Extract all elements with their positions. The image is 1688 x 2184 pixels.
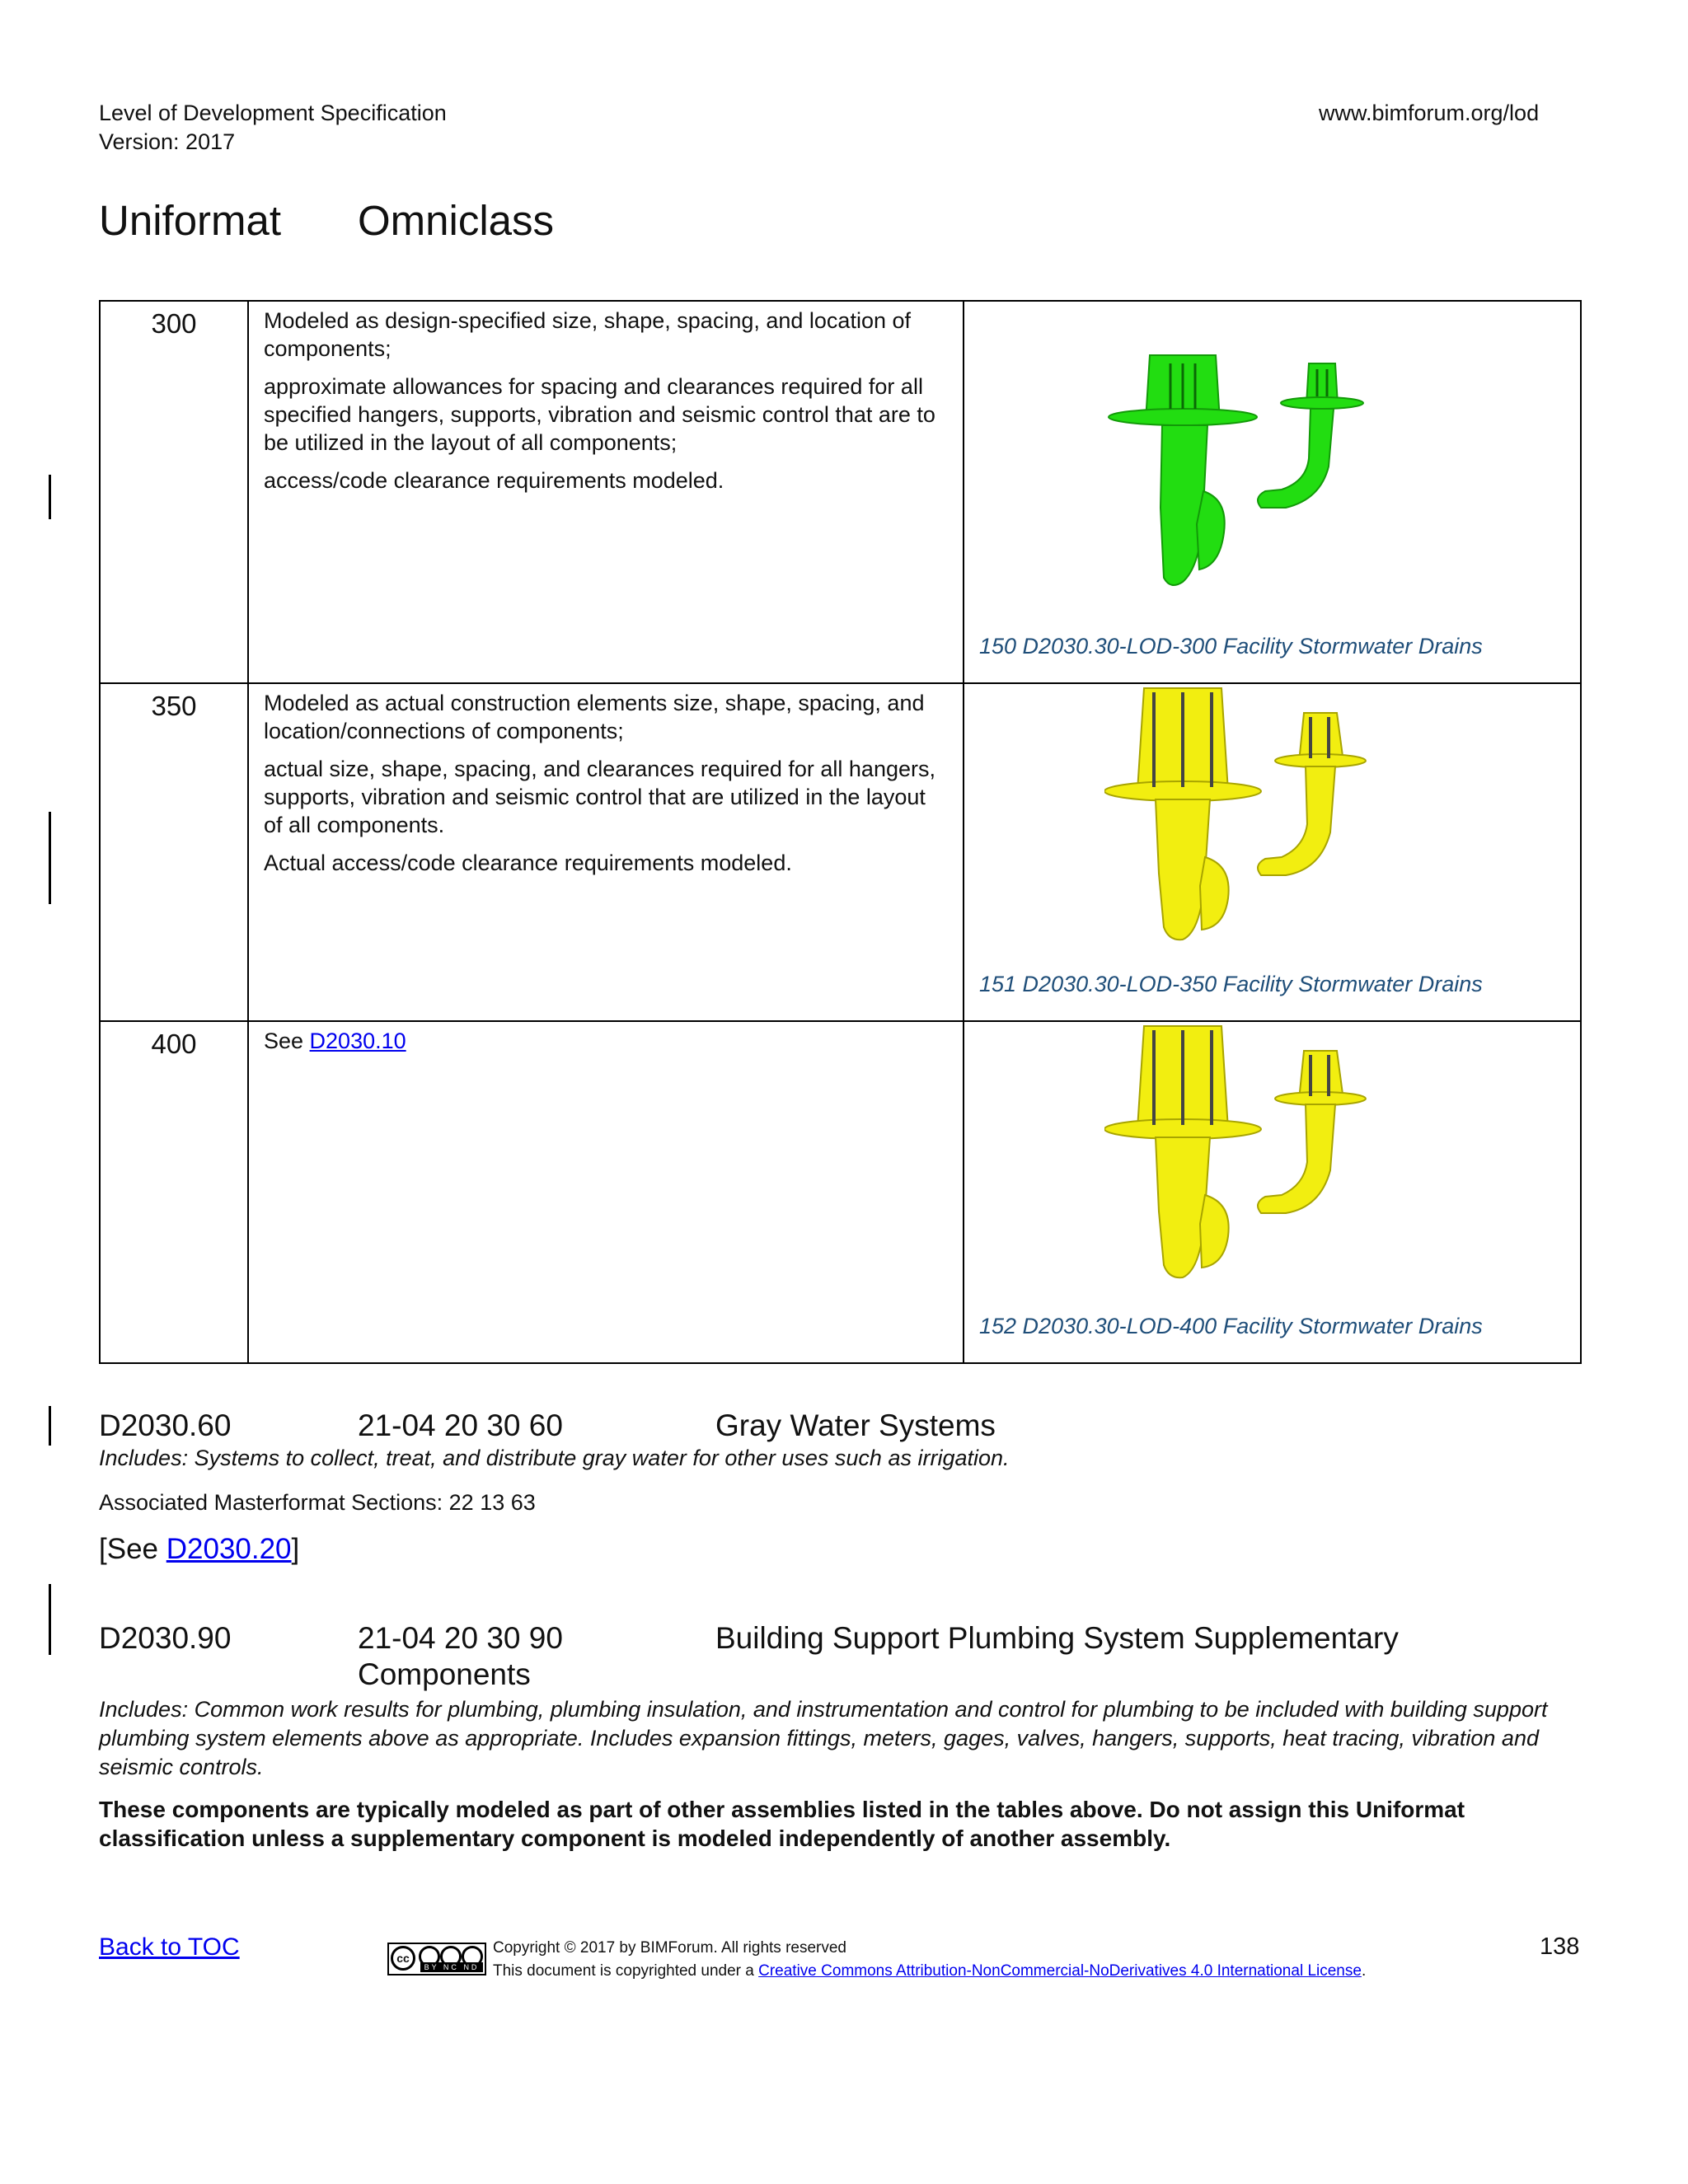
- spec-title: Level of Development Specification: [99, 101, 447, 125]
- change-bar: [49, 475, 51, 519]
- nc-label: NC: [443, 1963, 459, 1971]
- modeling-note: These components are typically modeled as part of other assemblies listed in the tables above. Do not assign this Uniformat classification unless a supplementary component is modeled independently of another assembly.: [99, 1797, 1465, 1851]
- see-suffix: ]: [291, 1533, 300, 1565]
- lod-figure-cell: [964, 683, 1581, 1021]
- uniformat-heading: Uniformat: [99, 197, 282, 244]
- change-bar: [49, 1584, 51, 1655]
- by-label: BY: [424, 1963, 439, 1971]
- license-badge-labels: [420, 1962, 483, 1972]
- description-paragraph: Actual access/code clearance requirements modeled.: [264, 851, 792, 875]
- see-prefix: See: [264, 1029, 310, 1053]
- description-paragraph: Modeled as design-specified size, shape, spacing, and location of components;: [264, 308, 911, 361]
- description-paragraph: Modeled as actual construction elements size, shape, spacing, and location/connections of components;: [264, 691, 925, 743]
- license-prefix: This document is copyrighted under a: [493, 1962, 759, 1980]
- section-title: Gray Water Systems: [715, 1408, 996, 1442]
- masterformat-sections: Associated Masterformat Sections: 22 13 63: [99, 1490, 536, 1515]
- see-link[interactable]: D2030.20: [166, 1533, 292, 1565]
- section-code: D2030.90: [99, 1621, 232, 1655]
- back-to-toc-link[interactable]: Back to TOC: [99, 1933, 240, 1961]
- figure-caption: 151 D2030.30-LOD-350 Facility Stormwater Drains: [979, 972, 1483, 996]
- description-paragraph: access/code clearance requirements modeled.: [264, 468, 724, 493]
- lod-description: [248, 301, 964, 683]
- cc-icon: cc: [391, 1946, 415, 1971]
- lod-description: [248, 1021, 964, 1363]
- version-label: Version: 2017: [99, 129, 236, 154]
- stormwater-drain-image: [1104, 1022, 1434, 1286]
- lod-figure-cell: [964, 301, 1581, 683]
- description-paragraph: approximate allowances for spacing and clearances required for all specified hangers, supports, vibration and seismic control that are to be utilized in the layout of all components;: [264, 374, 935, 455]
- page-number: 138: [1540, 1933, 1580, 1960]
- lod-table: [99, 300, 1582, 1364]
- change-bar: [49, 1406, 51, 1446]
- description-paragraph: actual size, shape, spacing, and clearances required for all hangers, supports, vibration and seismic control that are utilized in the layout of all components.: [264, 757, 935, 837]
- stormwater-drain-image: [1104, 684, 1434, 948]
- section-title-continued: Components: [358, 1657, 531, 1691]
- license-link[interactable]: Creative Commons Attribution-NonCommercial-NoDerivatives 4.0 International License: [758, 1962, 1362, 1980]
- copyright-text: Copyright © 2017 by BIMForum. All rights reserved: [493, 1939, 847, 1957]
- see-link[interactable]: D2030.10: [309, 1029, 406, 1053]
- section-code: D2030.60: [99, 1408, 232, 1442]
- section-omniclass: 21-04 20 30 60: [358, 1408, 563, 1442]
- figure-caption: 152 D2030.30-LOD-400 Facility Stormwater Drains: [979, 1314, 1483, 1338]
- lod-level: 300: [100, 301, 248, 683]
- nd-label: ND: [463, 1963, 480, 1971]
- table-row: [100, 683, 1581, 1021]
- see-prefix: [See: [99, 1533, 166, 1565]
- table-row: [100, 301, 1581, 683]
- lod-level: 350: [100, 683, 248, 1021]
- cc-license-badge: [387, 1943, 486, 1980]
- section-omniclass: 21-04 20 30 90: [358, 1621, 563, 1655]
- section-title: Building Support Plumbing System Supplementary: [715, 1621, 1399, 1655]
- stormwater-drain-image: [1104, 343, 1434, 607]
- omniclass-heading: Omniclass: [358, 197, 555, 244]
- section-includes: Includes: Common work results for plumbing, plumbing insulation, and instrumentation and control for plumbing to be included with building support plumbing system elements above as appropriate. Includes expansion fittings, meters, gages, valves, hangers, supports, heat tracing, vibration and seismic controls.: [99, 1697, 1548, 1779]
- section-includes: Includes: Systems to collect, treat, and distribute gray water for other uses such as irrigation.: [99, 1446, 1010, 1470]
- lod-description: [248, 683, 964, 1021]
- site-url: www.bimforum.org/lod: [1319, 101, 1540, 125]
- figure-caption: 150 D2030.30-LOD-300 Facility Stormwater Drains: [979, 634, 1483, 658]
- lod-figure-cell: [964, 1021, 1581, 1363]
- lod-level: 400: [100, 1021, 248, 1363]
- see-reference: [264, 1027, 950, 1055]
- see-reference: [99, 1533, 299, 1566]
- table-row: [100, 1021, 1581, 1363]
- change-bar: [49, 812, 51, 904]
- license-suffix: .: [1361, 1962, 1367, 1980]
- license-text: [493, 1960, 1366, 1983]
